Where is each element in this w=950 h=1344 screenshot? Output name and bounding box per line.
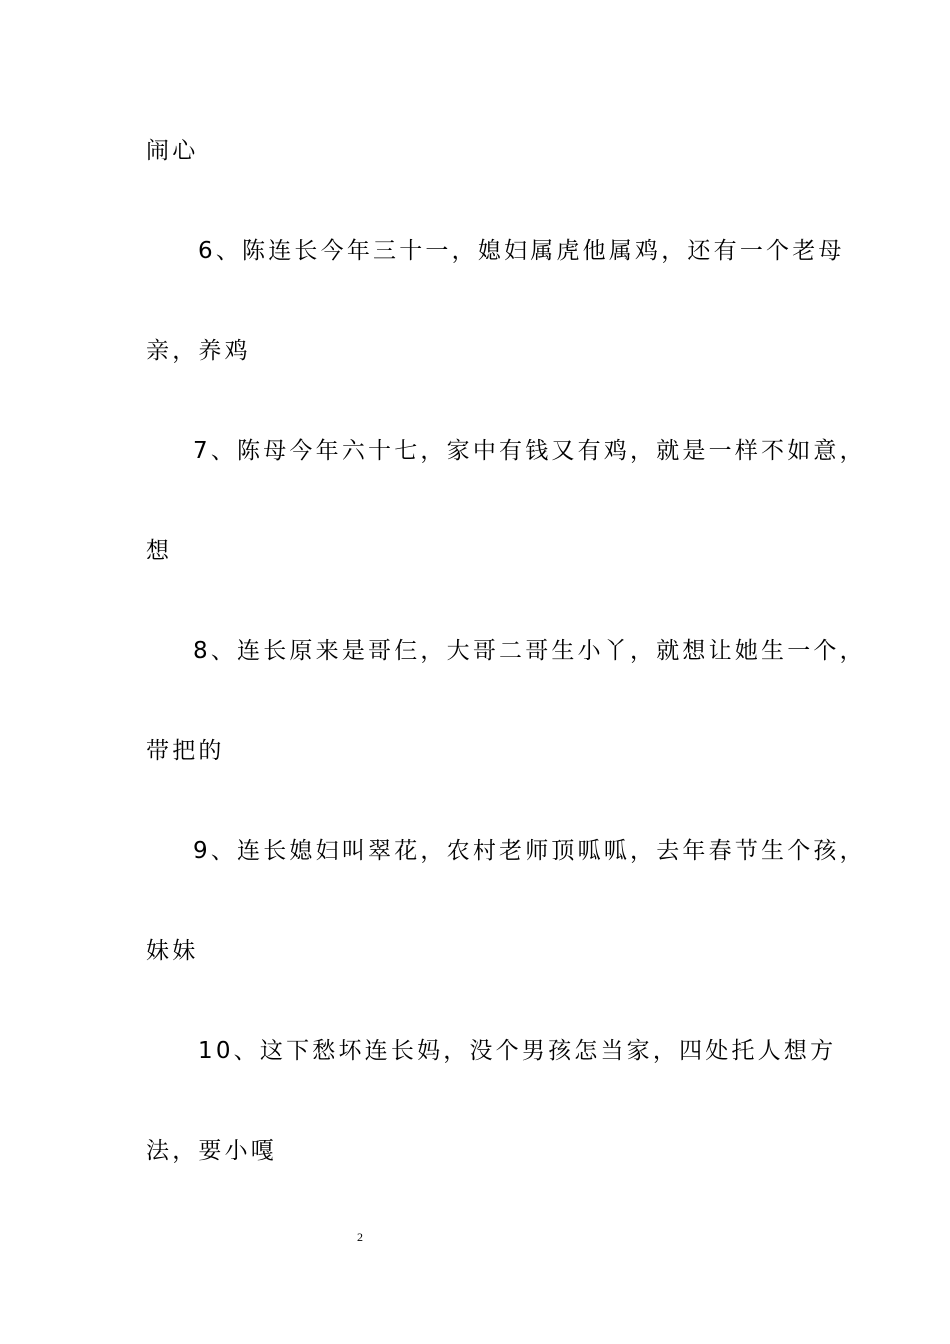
text-line: 想 [146,538,173,564]
text-line: 9、连长媳妇叫翠花，农村老师顶呱呱，去年春节生个孩， [193,838,866,864]
text-line: 7、陈母今年六十七，家中有钱又有鸡，就是一样不如意， [193,438,866,464]
text-line: 8、连长原来是哥仨，大哥二哥生小丫，就想让她生一个， [193,638,866,664]
text-line: 亲，养鸡 [146,338,251,364]
text-line: 闹心 [146,138,199,164]
text-line: 10、这下愁坏连长妈，没个男孩怎当家，四处托人想方 [198,1038,837,1064]
text-line: 法，要小嘎 [146,1138,277,1164]
text-line: 带把的 [146,738,225,764]
page-number: 2 [357,1230,363,1244]
text-line: 6、陈连长今年三十一，媳妇属虎他属鸡，还有一个老母 [198,238,845,264]
text-line: 妹妹 [146,938,199,964]
